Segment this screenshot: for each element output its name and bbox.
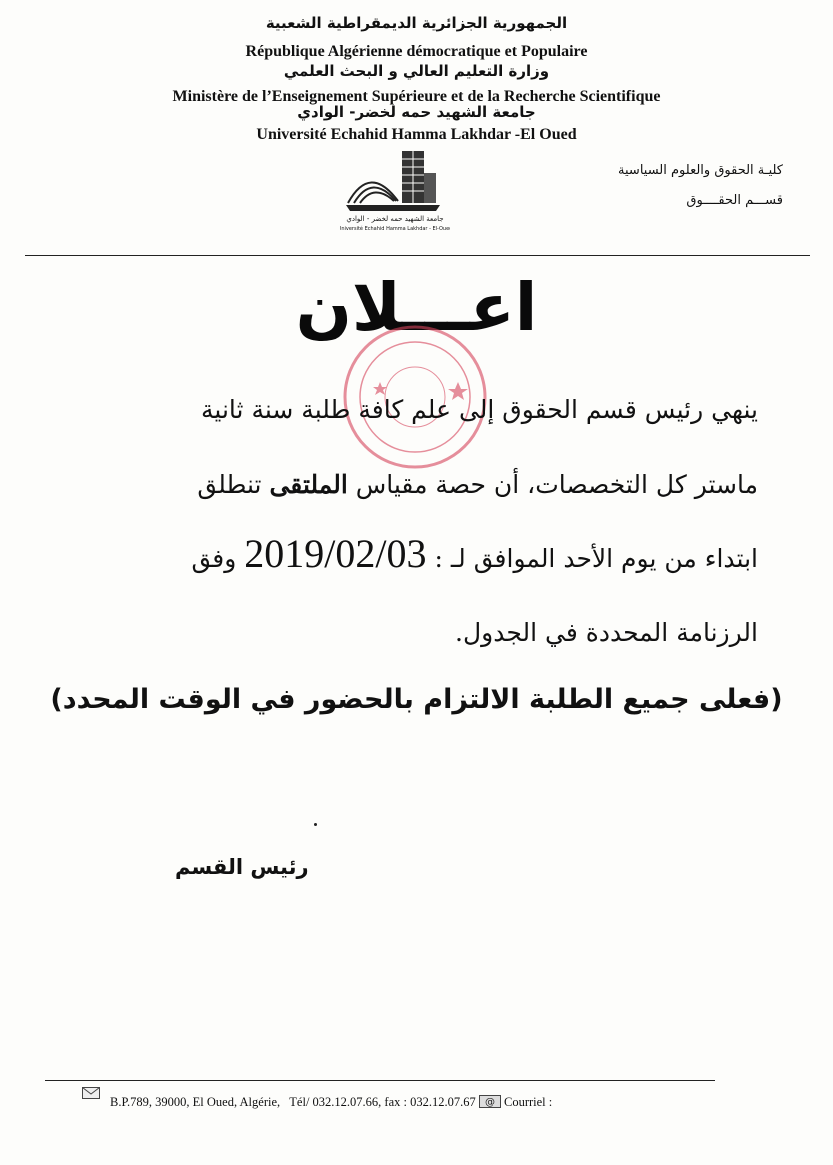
postal-address: B.P.789, 39000, El Oued, Algérie,	[110, 1095, 281, 1109]
header-divider	[25, 255, 810, 256]
ink-dot	[314, 823, 317, 826]
body-line-3	[191, 530, 758, 577]
footer-contact	[110, 1095, 552, 1112]
announcement-title: اعـــلان	[295, 269, 538, 346]
email-label: Courriel :	[504, 1095, 553, 1109]
republic-arabic: الجمهورية الجزائرية الديمقراطية الشعبية	[265, 14, 568, 32]
body-line-2-end: تنطلق	[197, 470, 270, 499]
body-line-2	[197, 470, 758, 499]
attendance-notice: (فعلى جميع الطلبة الالتزام بالحضور في الوقت المحدد)	[50, 684, 783, 715]
logo-caption-arabic: جامعة الشهيد حمه لخضر - الوادي	[346, 215, 444, 223]
republic-french: République Algérienne démocratique et Populaire	[245, 43, 588, 60]
department-name: قســـم الحقــــوق	[686, 193, 783, 208]
email-at-icon	[479, 1095, 501, 1112]
start-date: 2019/02/03	[244, 531, 427, 576]
body-line-3-end: وفق	[191, 544, 245, 573]
body-line-4: الرزنامة المحددة في الجدول.	[455, 618, 758, 647]
university-arabic: جامعة الشهيد حمه لخضر- الوادي	[297, 103, 536, 121]
ministry-french: Ministère de l’Enseignement Supérieure et de la Recherche Scientifique	[172, 88, 661, 105]
phone-fax: Tél/ 032.12.07.66, fax : 032.12.07.67	[289, 1095, 476, 1109]
body-line-3-start: ابتداء من يوم الأحد الموافق لـ :	[426, 544, 758, 573]
body-line-2-start: ماستر كل التخصصات، أن حصة مقياس	[347, 470, 758, 499]
envelope-icon	[82, 1087, 100, 1103]
faculty-name: كليـة الحقوق والعلوم السياسية	[618, 163, 783, 178]
university-logo	[340, 143, 450, 233]
body-line-1: ينهي رئيس قسم الحقوق إلى علم كافة طلبة سنة ثانية	[201, 395, 758, 424]
course-name: الملتقى	[269, 470, 348, 499]
svg-text:@: @	[484, 1097, 495, 1108]
department-head-signature: رئيس القسم	[175, 855, 309, 879]
ministry-arabic: وزارة التعليم العالي و البحث العلمي	[283, 62, 550, 80]
logo-caption-french: Université Echahid Hamma Lakhdar - El-Oued	[340, 226, 450, 232]
footer-divider	[45, 1080, 715, 1081]
university-french: Université Echahid Hamma Lakhdar -El Oued	[256, 126, 577, 143]
university-logo-icon	[340, 143, 450, 233]
